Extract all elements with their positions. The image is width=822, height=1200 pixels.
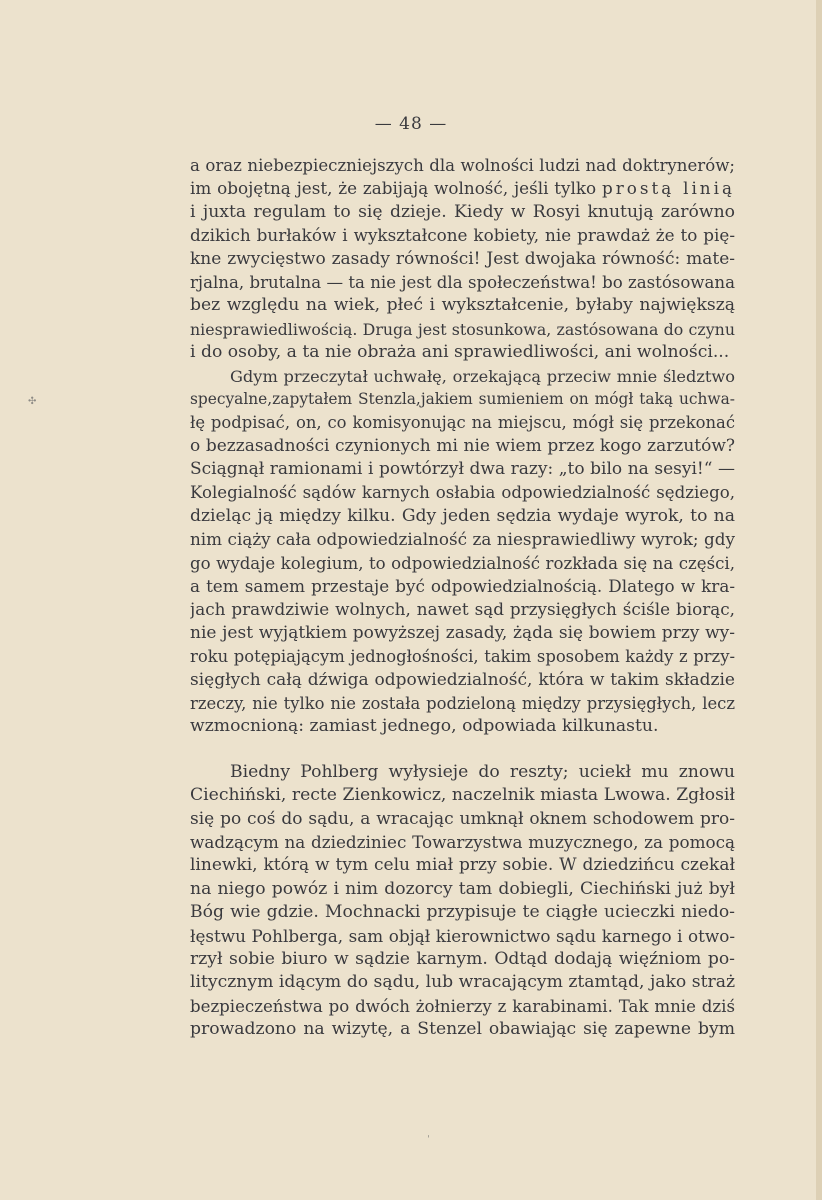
page-number: — 48 —: [374, 114, 448, 134]
text-line: rjalna, brutalna — ta nie jest dla społeczeństwa! bo zastósowana: [190, 272, 735, 292]
text-line: i do osoby, a ta nie obraża ani sprawiedliwości, ani wolności...: [190, 342, 730, 363]
text-line: o bezzasadności czynionych mi nie wiem przez kogo zarzutów?: [190, 435, 735, 456]
text-line: wzmocnioną: zamiast jednego, odpowiada kilkunastu.: [190, 716, 659, 737]
text-line: a oraz niebezpieczniejszych dla wolności ludzi nad doktrynerów;: [190, 156, 735, 175]
text-line: nim ciąży cała odpowiedzialność za niesprawiedliwy wyrok; gdy: [190, 529, 735, 550]
text-line: nie jest wyjątkiem powyższej zasady, żąda się bowiem przy wy-: [190, 622, 735, 643]
text-line: go wydaje kolegium, to odpowiedzialność rozkłada się na części,: [190, 553, 735, 573]
text-line: Gdym przeczytał uchwałę, orzekającą przeciw mnie śledztwo: [230, 366, 735, 386]
text-line: dzikich burłaków i wykształcone kobiety, nie prawdaż że to pię-: [190, 225, 735, 246]
text-line: łęstwu Pohlberga, sam objął kierownictwo sądu karnego i otwo-: [190, 925, 735, 946]
text-line: dzieląc ją między kilku. Gdy jeden sędzia wydaje wyrok, to na: [190, 505, 735, 526]
paragraph-1: [190, 154, 735, 365]
paragraph-2: [190, 365, 735, 739]
text-line: Bóg wie gdzie. Mochnacki przypisuje te ciągłe ucieczki niedo-: [190, 902, 735, 923]
text-line: rzył sobie biuro w sądzie karnym. Odtąd dodają więźniom po-: [190, 948, 735, 969]
text-line: prowadzono na wizytę, a Stenzel obawiając się zapewne bym: [190, 1019, 735, 1040]
text-line: bez względu na wiek, płeć i wykształcenie, byłaby największą: [190, 295, 735, 316]
text-line: i juxta regulam to się dzieje. Kiedy w Rosyi knutują zarówno: [190, 201, 735, 222]
text-line: sięgłych całą dźwiga odpowiedzialność, która w takim składzie: [190, 669, 735, 690]
paragraph-gap: [190, 739, 735, 761]
text-line: jach prawdziwie wolnych, nawet sąd przysięgłych ściśle biorąc,: [190, 599, 735, 620]
page-edge: [816, 0, 822, 1200]
paragraph-3: [190, 761, 735, 1042]
text-line: łę podpisać, on, co komisyonując na miejscu, mógł się przekonać: [190, 413, 735, 433]
text-line: a tem samem przestaje być odpowiedzialnością. Dlatego w kra-: [190, 576, 735, 597]
text-line: litycznym idącym do sądu, lub wracającym ztamtąd, jako straż: [190, 972, 735, 993]
text-line: roku potępiającym jednogłośności, takim sposobem każdy z przy-: [190, 647, 735, 667]
text-line: Ciechiński, recte Zienkowicz, naczelnik miasta Lwowa. Zgłosił: [190, 785, 735, 806]
text-line: Biedny Pohlberg wyłysieje do reszty; uciekł mu znowu: [230, 761, 735, 782]
text-line: rzeczy, nie tylko nie została podzieloną między przysięgłych, lecz: [190, 693, 735, 713]
body-text: [190, 154, 735, 1041]
text-line: [190, 177, 735, 200]
text-line: kne zwycięstwo zasady równości! Jest dwojaka równość: mate-: [190, 248, 735, 269]
paper-speck: ✣: [28, 396, 37, 407]
text-line: linewki, którą w tym celu miał przy sobie. W dziedzińcu czekał: [190, 855, 735, 876]
paper-speck: ˌ: [427, 1128, 430, 1139]
text-span: im obojętną jest, że zabijają wolność, jeśli tylko: [190, 178, 597, 199]
emphasized-phrase: prostą linią: [602, 178, 735, 199]
text-line: Kolegialność sądów karnych osłabia odpowiedzialność sędziego,: [190, 483, 735, 503]
text-line: bezpieczeństwa po dwóch żołnierzy z karabinami. Tak mnie dziś: [190, 996, 735, 1016]
text-line: niesprawiedliwością. Druga jest stosunkowa, zastósowana do czynu: [190, 319, 735, 339]
text-line: wadzącym na dziedziniec Towarzystwa muzycznego, za pomocą: [190, 831, 735, 852]
text-line: Sciągnął ramionami i powtórzył dwa razy: „to bilo na sesyi!“ —: [190, 459, 735, 480]
text-line: specyalne,zapytałem Stenzla,jakiem sumieniem on mógł taką uchwa-: [190, 389, 735, 408]
text-line: się po coś do sądu, a wracając umknął oknem schodowem pro-: [190, 808, 735, 829]
text-line: na niego powóz i nim dozorcy tam dobiegli, Ciechiński już był: [190, 878, 735, 899]
